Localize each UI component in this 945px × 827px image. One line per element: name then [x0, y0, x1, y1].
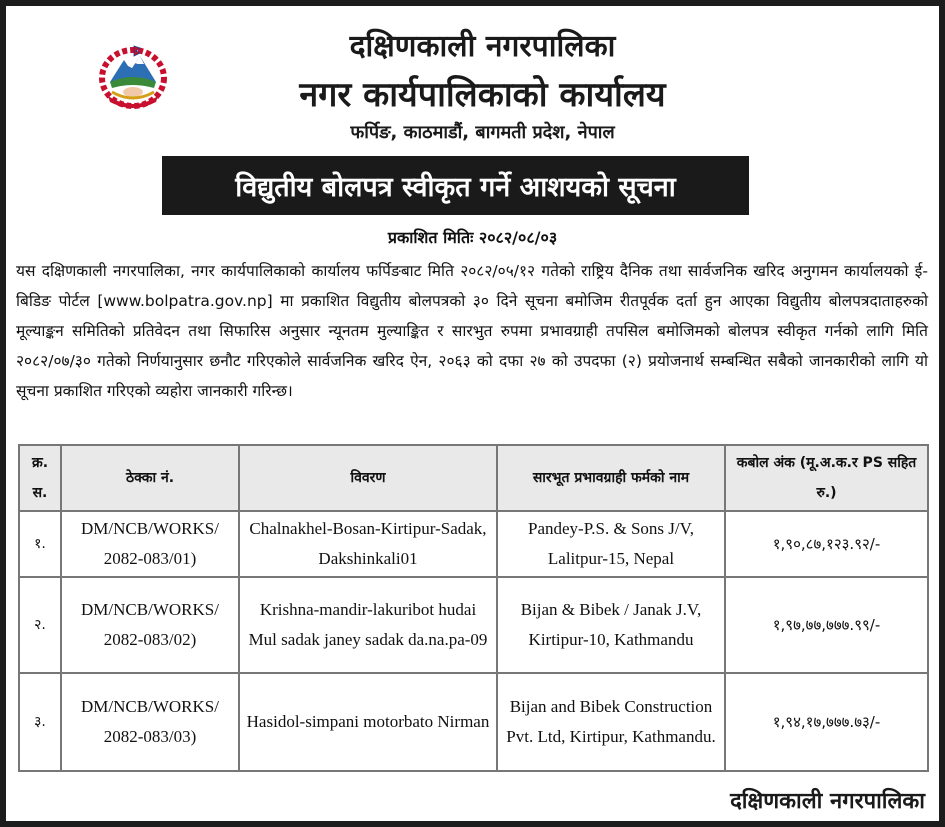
- notice-title-banner: [162, 156, 749, 215]
- footer-signature: दक्षिणकाली नगरपालिका: [730, 789, 925, 814]
- table-row: [19, 673, 928, 771]
- header-contract-no: ठेक्का नं.: [61, 445, 239, 511]
- cell-serial: २.: [19, 577, 61, 673]
- cell-description: Chalnakhel-Bosan-Kirtipur-Sadak, Dakshinkali01: [239, 511, 497, 577]
- notice-title: विद्युतीय बोलपत्र स्वीकृत गर्ने आशयको सूचना: [235, 172, 676, 203]
- notice-page: [6, 6, 939, 821]
- cell-contract-no: DM/NCB/WORKS/ 2082-083/03): [61, 673, 239, 771]
- published-date-value: २०८२/०८/०३: [478, 228, 558, 247]
- cell-firm-name: Bijan and Bibek Construction Pvt. Ltd, Kirtipur, Kathmandu.: [497, 673, 725, 771]
- cell-description: Krishna-mandir-lakuribot hudai Mul sadak janey sadak da.na.pa-09: [239, 577, 497, 673]
- header-firm-name: सारभूत प्रभावग्राही फर्मको नाम: [497, 445, 725, 511]
- municipality-name: दक्षिणकाली नगरपालिका: [349, 29, 616, 64]
- notice-body: यस दक्षिणकाली नगरपालिका, नगर कार्यपालिकाको कार्यालय फर्पिङबाट मिति २०८२/०५/१२ गतेको राष्ट्रिय दैनिक तथा सार्वजनिक खरिद अनुगमन कार्यालयको ई-बिडिङ पोर्टल [www.bolpatra.gov.np] मा प्रकाशित विद्युतीय बोलपत्रको ३० दिने सूचना बमोजिम रीतपूर्वक दर्ता हुन आएका विद्युतीय बोलपत्रदाताहरुको मूल्याङ्कन समितिको प्रतिवेदन तथा सिफारिस अनुसार न्यूनतम मुल्याङ्कित र सारभुत रुपमा प्रभावग्राही तपसिल बमोजिमको बोलपत्र स्वीकृत गर्नको लागि मिति २०८२/०७/३० गतेको निर्णयानुसार छनौट गरिएकोले सार्वजनिक खरिद ऐन, २०६३ को दफा २७ को उपदफा (२) प्रयोजनार्थ सम्बन्धित सबैको जानकारीको लागि यो सूचना प्रकाशित गरिएको व्यहोरा जानकारी गरिन्छ।: [16, 262, 928, 400]
- cell-description: Hasidol-simpani motorbato Nirman: [239, 673, 497, 771]
- published-date-label: प्रकाशित मितिः: [387, 228, 474, 247]
- office-address: फर्पिङ, काठमाडौं, बागमती प्रदेश, नेपाल: [350, 122, 615, 143]
- cell-serial: १.: [19, 511, 61, 577]
- cell-firm-name: Pandey-P.S. & Sons J/V, Lalitpur-15, Nepal: [497, 511, 725, 577]
- header-serial: क्र. स.: [19, 445, 61, 511]
- table-row: [19, 577, 928, 673]
- cell-contract-no: DM/NCB/WORKS/ 2082-083/01): [61, 511, 239, 577]
- table-header-row: [19, 445, 928, 511]
- cell-contract-no: DM/NCB/WORKS/ 2082-083/02): [61, 577, 239, 673]
- header-description: विवरण: [239, 445, 497, 511]
- office-name: नगर कार्यपालिकाको कार्यालय: [299, 75, 666, 115]
- awarded-bids-table: [18, 444, 929, 772]
- cell-serial: ३.: [19, 673, 61, 771]
- cell-bid-amount: १,९४,१७,७७७.७३/-: [725, 673, 928, 771]
- published-date: [6, 226, 939, 248]
- cell-firm-name: Bijan & Bibek / Janak J.V, Kirtipur-10, Kathmandu: [497, 577, 725, 673]
- table-row: [19, 511, 928, 577]
- cell-bid-amount: १,९०,८७,१२३.९२/-: [725, 511, 928, 577]
- header-bid-amount: कबोल अंक (मू.अ.क.र PS सहित रु.): [725, 445, 928, 511]
- cell-bid-amount: १,९७,७७,७७७.९९/-: [725, 577, 928, 673]
